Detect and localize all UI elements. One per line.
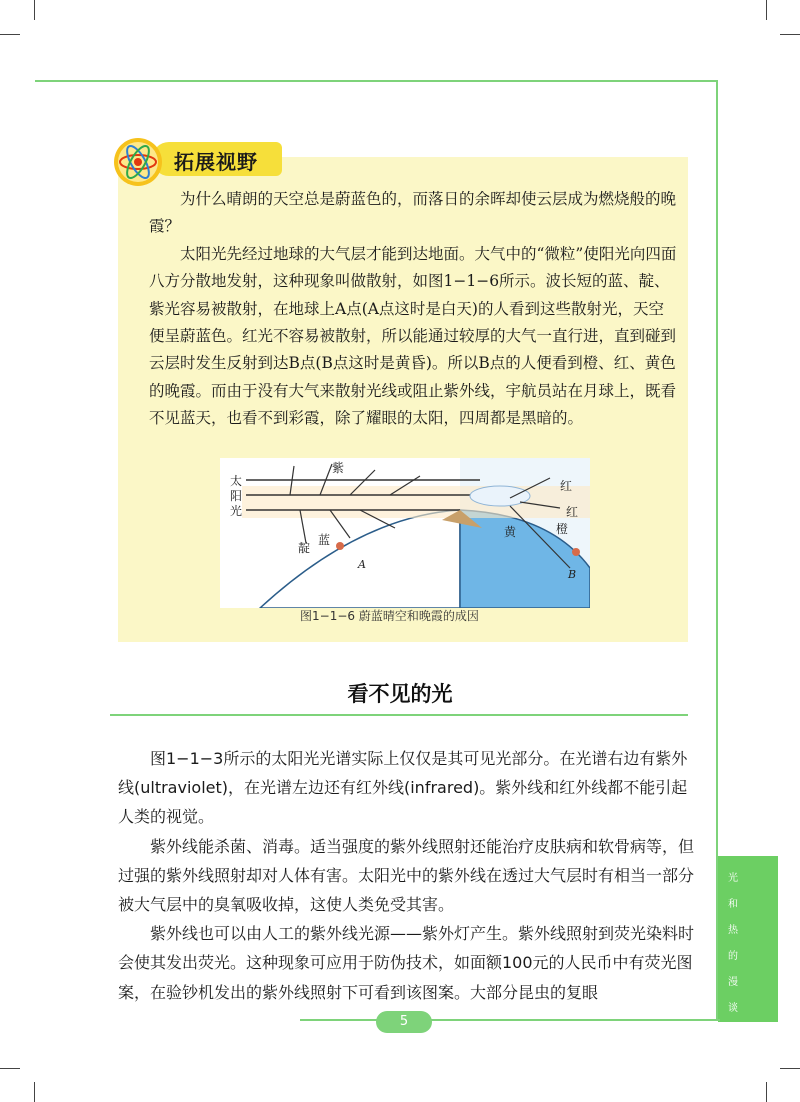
label-sun-3: 光 (230, 504, 243, 518)
body-paragraph: 紫外线也可以由人工的紫外线光源——紫外灯产生。紫外线照射到荧光染料时会使其发出荧光。这种现象可应用于防伪技术，如面额100元的人民币中有荧光图案，在验钞机发出的紫外线照射下可看到该图案。大部分昆虫的复眼 (118, 924, 695, 1002)
body-paragraph: 紫外线能杀菌、消毒。适当强度的紫外线照射还能治疗皮肤病和软骨病等，但过强的紫外线照射却对人体有害。太阳光中的紫外线在透过大气层时有相当一部分被大气层中的臭氧吸收掉，这使人类免受其害。 (118, 836, 695, 915)
crop-mark-tl-h (0, 34, 20, 35)
side-tab-char: 光 (728, 873, 738, 884)
side-tab-char: 谈 (728, 1003, 738, 1014)
section-rule (110, 714, 688, 716)
label-sun-1: 太 (230, 474, 243, 488)
frame-top-line (35, 80, 718, 82)
extension-text (149, 186, 679, 433)
body-paragraph: 图1−1−3所示的太阳光光谱实际上仅仅是其可见光部分。在光谱右边有紫外线(ultraviolet)，在光谱左边还有红外线(infrared)。紫外线和红外线都不能引起人类的视觉。 (118, 749, 688, 827)
crop-mark-tr-v (766, 0, 767, 20)
crop-mark-bl-h (0, 1068, 20, 1069)
label-point-b: B (568, 568, 577, 581)
crop-mark-br-h (780, 1068, 800, 1069)
extension-header (112, 138, 282, 184)
chapter-side-tab-text (718, 866, 748, 1022)
label-purple: 紫 (332, 461, 345, 475)
label-red-1: 红 (560, 479, 573, 493)
extension-paragraph: 为什么晴朗的天空总是蔚蓝色的，而落日的余晖却使云层成为燃烧般的晚霞？ (149, 190, 677, 236)
extension-title: 拓展视野 (174, 150, 258, 174)
section-body (118, 744, 694, 1007)
crop-mark-bl-v (34, 1082, 35, 1102)
label-yellow: 黄 (504, 525, 517, 539)
label-indigo: 靛 (298, 541, 311, 555)
side-tab-char: 和 (728, 899, 738, 910)
label-sun-2: 阳 (230, 489, 243, 503)
crop-mark-tr-h (780, 34, 800, 35)
side-tab-char: 热 (728, 925, 738, 936)
page-number-bar (300, 1019, 720, 1021)
extension-paragraph: 太阳光先经过地球的大气层才能到达地面。大气中的“微粒”使阳光向四面八方分散地发射，这种现象叫做散射，如图1−1−6所示。波长短的蓝、靛、紫光容易被散射，在地球上A点(A点这时是白天)的人看到这些散射光，天空便呈蔚蓝色。红光不容易被散射，所以能通过较厚的大气一直行进，直到碰到云层时发生反射到达B点(B点这时是黄昏)。所以B点的人便看到橙、红、黄色的晚霞。而由于没有大气来散射光线或阻止紫外线，宇航员站在月球上，既看不见蓝天，也看不到彩霞，除了耀眼的太阳，四周都是黑暗的。 (149, 244, 677, 428)
side-tab-char: 漫 (728, 977, 738, 988)
section-title: 看不见的光 (347, 682, 453, 706)
scattering-figure (220, 458, 590, 608)
atom-icon (112, 136, 164, 188)
label-blue: 蓝 (318, 533, 331, 547)
label-orange: 橙 (556, 522, 569, 536)
chapter-side-tab (718, 856, 778, 1022)
page-number: 5 (376, 1011, 432, 1033)
figure-caption: 图1−1−6 蔚蓝晴空和晚霞的成因 (300, 609, 479, 623)
label-red-2: 红 (566, 505, 579, 519)
crop-mark-br-v (766, 1082, 767, 1102)
crop-mark-tl-v (34, 0, 35, 20)
label-point-a: A (358, 558, 366, 571)
side-tab-char: 的 (728, 951, 738, 962)
